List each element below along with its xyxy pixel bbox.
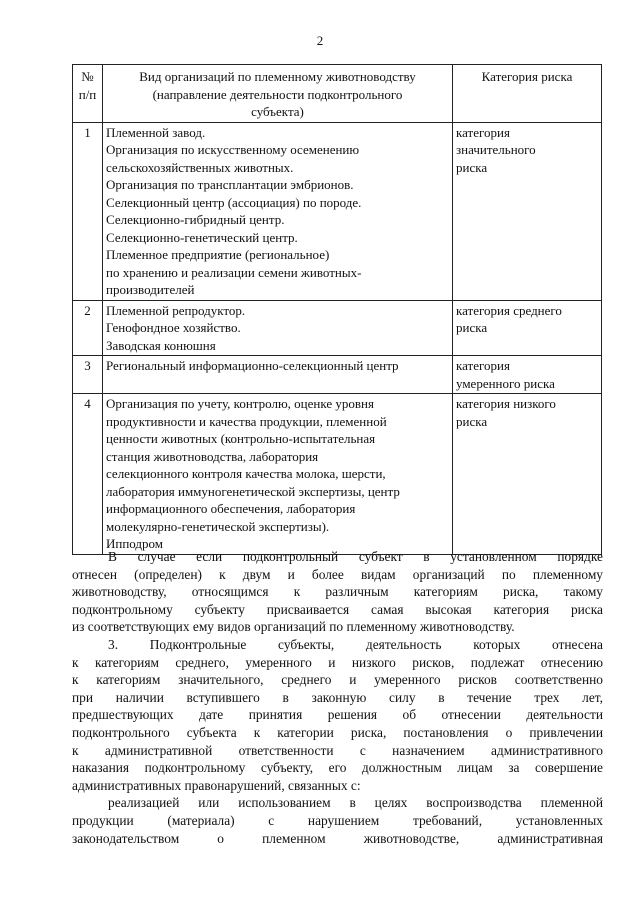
- text-line: реализацией или использованием в целях воспроизводства племенной: [108, 795, 603, 811]
- header-line: Вид организаций по племенному животноводству: [139, 69, 416, 84]
- cell-line: молекулярно-генетической экспертизы).: [106, 518, 330, 534]
- paragraph-breeding-products: [72, 794, 603, 847]
- cell-line: сельскохозяйственных животных.: [106, 159, 294, 175]
- cell-line: категория: [456, 124, 510, 140]
- body-text: [72, 548, 603, 847]
- row-number: 2: [73, 300, 103, 356]
- cell-line: Племенной завод.: [106, 124, 206, 140]
- text-line: предшествующих дате принятия решения об отнесении деятельности: [72, 707, 603, 723]
- risk-category-cell: [453, 394, 602, 555]
- header-risk-category: [453, 65, 602, 123]
- header-line: Категория риска: [481, 69, 573, 84]
- header-line: №: [81, 69, 94, 84]
- cell-line: категория: [456, 358, 510, 373]
- text-line: подконтрольному субъекту присваивается самая высокая категория риска: [72, 601, 603, 617]
- cell-line: категория среднего: [456, 302, 562, 318]
- organization-type-cell: [103, 356, 453, 394]
- risk-category-cell: [453, 300, 602, 356]
- header-line: п/п: [78, 86, 97, 102]
- table-row: [73, 394, 602, 555]
- risk-category-cell: [453, 356, 602, 394]
- cell-line: информационного обеспечения, лаборатория: [106, 501, 356, 516]
- header-line: (направление деятельности подконтрольного: [152, 86, 403, 102]
- cell-line: Генофондное хозяйство.: [106, 320, 241, 335]
- cell-line: селекционного контроля качества молока, шерсти,: [106, 466, 386, 481]
- risk-category-cell: [453, 122, 602, 300]
- table-row: [73, 300, 602, 356]
- text-line: из соответствующих ему видов организаций по племенному животноводству.: [72, 619, 515, 635]
- cell-line: Племенной репродуктор.: [106, 302, 246, 318]
- row-number: 4: [73, 394, 103, 555]
- organization-type-cell: [103, 394, 453, 555]
- cell-line: Заводская конюшня: [106, 337, 216, 353]
- header-line: субъекта): [251, 104, 304, 119]
- table-row: [73, 356, 602, 394]
- text-line: к категориям значительного, среднего и умеренного рисков соответственно: [72, 672, 603, 688]
- cell-line: риска: [456, 320, 488, 335]
- cell-line: продуктивности и качества продукции, племенной: [106, 413, 387, 429]
- header-organization-type: [103, 65, 453, 123]
- cell-line: лаборатория иммуногенетической экспертизы, центр: [106, 483, 400, 499]
- cell-line: риска: [456, 413, 488, 429]
- text-line: к административной ответственности с назначением административного: [72, 742, 603, 758]
- cell-line: Селекционно-гибридный центр.: [106, 212, 285, 227]
- cell-line: Организация по учету, контролю, оценке уровня: [106, 396, 374, 411]
- cell-line: категория низкого: [456, 396, 556, 411]
- cell-line: Организация по искусственному осеменению: [106, 142, 360, 157]
- organization-type-cell: [103, 300, 453, 356]
- cell-line: Региональный информационно-селекционный центр: [106, 358, 399, 373]
- text-line: к категориям среднего, умеренного и низкого рисков, подлежат отнесению: [72, 654, 603, 670]
- row-number: 3: [73, 356, 103, 394]
- table-row: [73, 122, 602, 300]
- text-line: В случае если подконтрольный субъект в установленном порядке: [108, 549, 603, 564]
- text-line: законодательством о племенном животноводстве, административная: [72, 830, 603, 846]
- cell-line: риска: [456, 159, 488, 175]
- text-line: административных правонарушений, связанных с:: [72, 777, 361, 793]
- cell-line: Племенное предприятие (региональное): [106, 247, 330, 262]
- paragraph-multiple-types: [72, 548, 603, 636]
- cell-line: Селекционно-генетический центр.: [106, 229, 298, 245]
- cell-line: значительного: [456, 142, 536, 157]
- row-number: 1: [73, 122, 103, 300]
- text-line: животноводству, относящимся к различным категориям риска, такому: [72, 584, 603, 600]
- text-line: 3. Подконтрольные субъекты, деятельность которых отнесена: [108, 636, 603, 652]
- text-line: наказания подконтрольному субъекту, его должностным лицам за совершение: [72, 760, 603, 776]
- page-number: 2: [316, 33, 324, 48]
- table-header-row: [73, 65, 602, 123]
- cell-line: производителей: [106, 282, 195, 297]
- cell-line: Ипподром: [106, 536, 164, 551]
- text-line: продукции (материала) с нарушением требований, установленных: [72, 812, 603, 828]
- paragraph-3: [72, 636, 603, 794]
- text-line: отнесен (определен) к двум и более видам организаций по племенному: [72, 566, 603, 582]
- cell-line: Селекционный центр (ассоциация) по породе.: [106, 194, 362, 210]
- cell-line: умеренного риска: [456, 375, 555, 391]
- cell-line: по хранению и реализации семени животных-: [106, 264, 362, 280]
- risk-category-table: [72, 64, 602, 555]
- text-line: при наличии вступившего в законную силу в течение трех лет,: [72, 689, 603, 705]
- cell-line: Организация по трансплантации эмбрионов.: [106, 177, 354, 192]
- organization-type-cell: [103, 122, 453, 300]
- text-line: подконтрольного субъекта к категории риска, постановления о привлечении: [72, 724, 603, 740]
- header-number: [73, 65, 103, 123]
- cell-line: станция животноводства, лаборатория: [106, 448, 319, 464]
- cell-line: ценности животных (контрольно-испытательная: [106, 431, 376, 446]
